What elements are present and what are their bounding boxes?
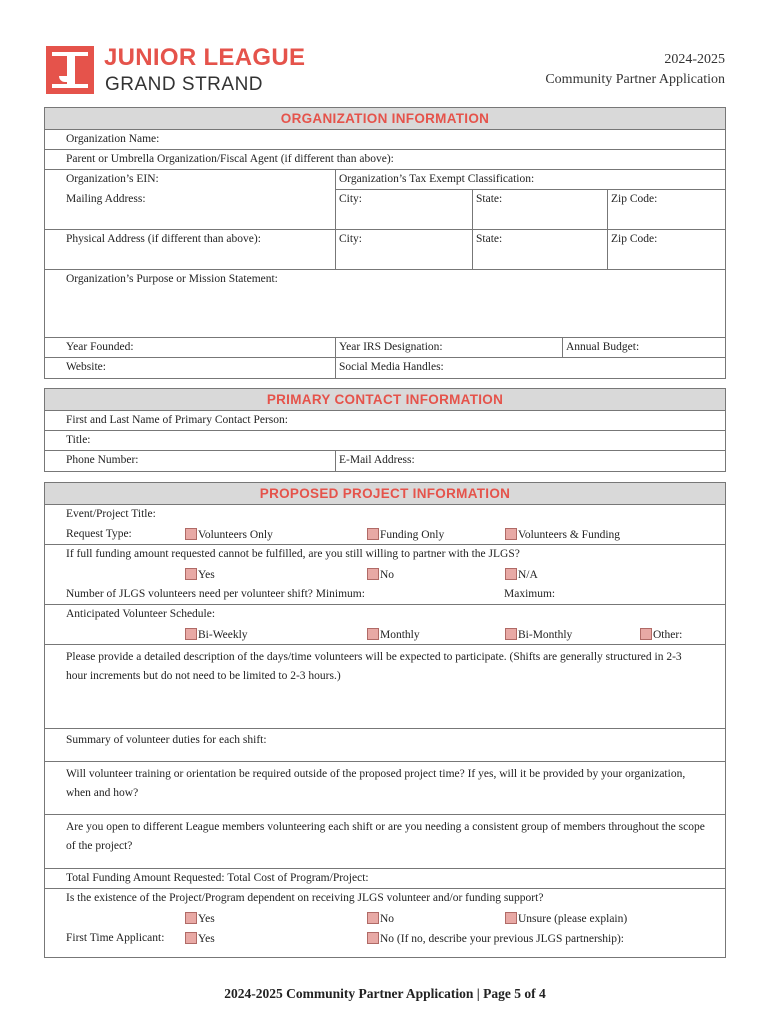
physical-zip-field[interactable]: Zip Code: xyxy=(607,230,725,269)
request-volunteers-option[interactable] xyxy=(185,525,273,544)
schedule-biweekly-option[interactable] xyxy=(185,625,248,644)
full-funding-no-option[interactable] xyxy=(367,565,394,585)
detail-description-field[interactable]: Please provide a detailed description of the days/time volunteers will be expected to participate. (Shifts are generally structured in 2-3 hour increments but do not need to be limited to 2-3 hours.) xyxy=(66,651,682,682)
schedule-bimonthly-option[interactable] xyxy=(505,625,572,644)
checkbox[interactable] xyxy=(367,528,379,540)
option-label: Volunteers & Funding xyxy=(518,529,621,541)
organization-section xyxy=(44,107,726,379)
schedule-label: Anticipated Volunteer Schedule: xyxy=(66,608,216,620)
checkbox[interactable] xyxy=(185,912,197,924)
minimum-volunteers-field[interactable]: Number of JLGS volunteers need per volunteer shift? Minimum: xyxy=(66,588,365,600)
option-label: Yes xyxy=(198,933,215,945)
volunteer-count-row xyxy=(45,585,725,605)
request-type-label: Request Type: xyxy=(66,528,132,540)
application-title: Community Partner Application xyxy=(545,72,725,87)
checkbox[interactable] xyxy=(367,912,379,924)
full-funding-question: If full funding amount requested cannot be fulfilled, are you still willing to partner with the JLGS? xyxy=(66,548,520,560)
maximum-volunteers-field[interactable]: Maximum: xyxy=(504,588,556,600)
volunteer-duties-field[interactable]: Summary of volunteer duties for each shift: xyxy=(66,734,267,746)
option-label: Funding Only xyxy=(380,529,445,541)
event-title-row xyxy=(45,505,725,525)
parent-org-row xyxy=(45,150,725,170)
website-field[interactable]: Website: xyxy=(66,361,106,373)
first-time-no-option[interactable] xyxy=(367,929,624,957)
purpose-row xyxy=(45,270,725,338)
dependent-unsure-option[interactable] xyxy=(505,909,627,929)
schedule-monthly-option[interactable] xyxy=(367,625,420,644)
checkbox[interactable] xyxy=(367,628,379,640)
option-label: Other: xyxy=(653,629,683,641)
funding-row xyxy=(45,869,725,889)
dependent-row xyxy=(45,889,725,909)
email-field[interactable]: E-Mail Address: xyxy=(335,451,725,471)
phone-field[interactable]: Phone Number: xyxy=(66,454,139,466)
checkbox[interactable] xyxy=(640,628,652,640)
schedule-options-row xyxy=(45,625,725,645)
parent-org-field[interactable]: Parent or Umbrella Organization/Fiscal Agent (if different than above): xyxy=(66,153,394,165)
members-row xyxy=(45,815,725,869)
checkbox[interactable] xyxy=(505,568,517,580)
full-funding-na-option[interactable] xyxy=(505,565,538,585)
contact-title-row xyxy=(45,431,725,451)
option-label: No xyxy=(380,569,395,581)
mailing-address-field[interactable]: Mailing Address: xyxy=(66,193,146,205)
project-section xyxy=(44,482,726,958)
option-label: No xyxy=(380,913,395,925)
request-both-option[interactable] xyxy=(505,525,620,544)
mailing-zip-field[interactable]: Zip Code: xyxy=(607,190,725,229)
org-name-row xyxy=(45,130,725,150)
option-label: N/A xyxy=(518,569,538,581)
ein-field[interactable]: Organization’s EIN: xyxy=(66,173,159,185)
option-label: Yes xyxy=(198,569,215,581)
option-label: Unsure (please explain) xyxy=(518,913,628,925)
annual-budget-field[interactable]: Annual Budget: xyxy=(562,338,725,357)
dependent-question: Is the existence of the Project/Program dependent on receiving JLGS volunteer and/or funding support? xyxy=(66,892,544,904)
application-year: 2024-2025 xyxy=(664,52,725,67)
section-title: PROPOSED PROJECT INFORMATION xyxy=(45,483,725,505)
section-title: PRIMARY CONTACT INFORMATION xyxy=(45,389,725,411)
org-name-field[interactable]: Organization Name: xyxy=(66,133,160,145)
request-funding-option[interactable] xyxy=(367,525,444,544)
checkbox[interactable] xyxy=(505,628,517,640)
dependent-yes-option[interactable] xyxy=(185,909,215,929)
checkbox[interactable] xyxy=(505,528,517,540)
contact-phone-row xyxy=(45,451,725,471)
funding-amount-field[interactable]: Total Funding Amount Requested: Total Cost of Program/Project: xyxy=(66,872,369,884)
contact-section xyxy=(44,388,726,472)
mailing-city-field[interactable]: City: xyxy=(335,190,472,229)
first-time-yes-option[interactable] xyxy=(185,929,215,957)
first-time-row xyxy=(45,929,725,957)
contact-name-row xyxy=(45,411,725,431)
contact-name-field[interactable]: First and Last Name of Primary Contact Person: xyxy=(66,414,288,426)
request-type-row xyxy=(45,525,725,545)
tax-exempt-field[interactable]: Organization’s Tax Exempt Classification: xyxy=(335,170,725,190)
brand-name: JUNIOR LEAGUE xyxy=(104,44,306,71)
first-time-label: First Time Applicant: xyxy=(66,932,165,944)
option-label: Volunteers Only xyxy=(198,529,273,541)
contact-title-field[interactable]: Title: xyxy=(66,434,91,446)
physical-state-field[interactable]: State: xyxy=(472,230,607,269)
physical-city-field[interactable]: City: xyxy=(335,230,472,269)
website-row xyxy=(45,358,725,378)
event-title-field[interactable]: Event/Project Title: xyxy=(66,508,156,520)
training-field[interactable]: Will volunteer training or orientation be required outside of the proposed project time? If yes, will it be provided by your organization, when and how? xyxy=(66,768,686,799)
full-funding-options-row xyxy=(45,565,725,585)
physical-row xyxy=(45,230,725,270)
year-founded-field[interactable]: Year Founded: xyxy=(66,341,134,353)
mailing-row xyxy=(45,190,725,230)
junior-league-logo xyxy=(46,46,94,94)
full-funding-row xyxy=(45,545,725,565)
option-label: No (If no, describe your previous JLGS partnership): xyxy=(380,933,624,945)
detail-row xyxy=(45,645,725,729)
social-media-field[interactable]: Social Media Handles: xyxy=(335,358,725,378)
page-footer: 2024-2025 Community Partner Application | Page 5 of 4 xyxy=(224,986,546,1001)
full-funding-yes-option[interactable] xyxy=(185,565,215,585)
option-label: Monthly xyxy=(380,629,420,641)
checkbox[interactable] xyxy=(185,628,197,640)
training-row xyxy=(45,762,725,815)
founded-row xyxy=(45,338,725,358)
schedule-other-option[interactable] xyxy=(640,625,682,644)
checkbox[interactable] xyxy=(367,568,379,580)
brand-chapter: GRAND STRAND xyxy=(105,74,264,95)
purpose-field[interactable]: Organization’s Purpose or Mission Statement: xyxy=(66,273,278,285)
year-irs-field[interactable]: Year IRS Designation: xyxy=(335,338,562,357)
checkbox[interactable] xyxy=(367,932,379,944)
option-label: Yes xyxy=(198,913,215,925)
checkbox[interactable] xyxy=(185,932,197,944)
mailing-state-field[interactable]: State: xyxy=(472,190,607,229)
schedule-row xyxy=(45,605,725,625)
dependent-options-row xyxy=(45,909,725,929)
dependent-no-option[interactable] xyxy=(367,909,394,929)
checkbox[interactable] xyxy=(185,568,197,580)
checkbox[interactable] xyxy=(505,912,517,924)
ein-row xyxy=(45,170,725,190)
checkbox[interactable] xyxy=(185,528,197,540)
summary-row xyxy=(45,729,725,762)
physical-address-field[interactable]: Physical Address (if different than above): xyxy=(66,233,261,245)
option-label: Bi-Monthly xyxy=(518,629,573,641)
section-title: ORGANIZATION INFORMATION xyxy=(45,108,725,130)
option-label: Bi-Weekly xyxy=(198,629,248,641)
member-consistency-field[interactable]: Are you open to different League members volunteering each shift or are you needing a consistent group of members throughout the scope of the project? xyxy=(66,821,705,852)
